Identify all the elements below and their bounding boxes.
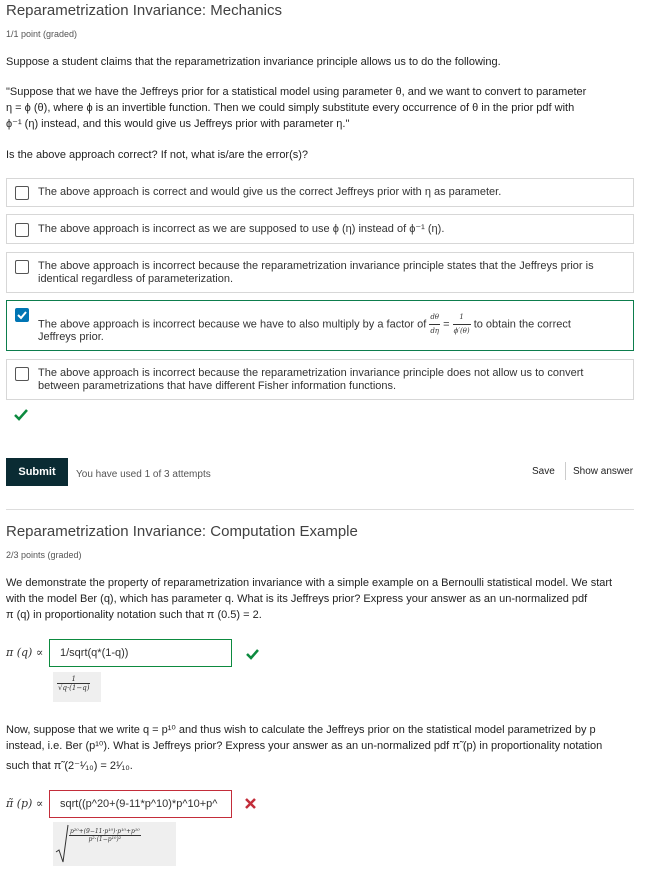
equals-sign: = xyxy=(443,318,450,331)
submit-button[interactable]: Submit xyxy=(6,458,68,486)
problem2-intro-line3: π (q) in proportionality notation such that π (0.5) = 2. xyxy=(6,609,262,621)
option-5-label: The above approach is incorrect because the reparametrization invariance principle does not allow us to convert between parametrizations that have different Fisher information functions. xyxy=(38,367,584,392)
answer-input-2[interactable]: sqrt((p^20+(9-11*p^10)*p^10+p^ xyxy=(49,790,232,818)
option-3[interactable] xyxy=(6,252,634,293)
option-4-text-b: to obtain the correct xyxy=(473,318,571,331)
option-1-label: The above approach is correct and would give us the correct Jeffreys prior with η as parameter. xyxy=(38,186,502,198)
problem1-quote-line3: ϕ⁻¹ (η) instead, and this would give us Jeffreys prior with parameter η." xyxy=(6,118,350,130)
checkmark-icon xyxy=(16,309,28,321)
option-4[interactable] xyxy=(6,300,634,351)
fraction-numerator: dθ xyxy=(429,311,440,325)
problem2-text2-line3: such that π̃ (2⁻¹⁄₁₀) = 2¹⁄₁₀. xyxy=(6,760,133,772)
sqrt-radical-icon xyxy=(55,824,69,864)
answer-input-1[interactable]: 1/sqrt(q*(1-q)) xyxy=(49,639,232,667)
pi-q-label: π (q) ∝ xyxy=(6,646,44,659)
option-4-text-a: The above approach is incorrect because we have to also multiply by a factor of xyxy=(38,318,427,331)
problem2-intro-line1: We demonstrate the property of reparametrization invariance with a simple example on a Bernoulli statistical model. We start xyxy=(6,577,613,589)
option-4-text-c: Jeffreys prior. xyxy=(38,331,104,343)
problem1-intro: Suppose a student claims that the reparametrization invariance principle allows us to do the following. xyxy=(6,56,501,68)
preview-2-denominator: p²·(1−p¹⁰)² xyxy=(88,836,122,843)
option-2[interactable] xyxy=(6,214,634,244)
problem2-intro-line2: with the model Ber (q), which has parameter q. What is its Jeffreys prior? Express your answer as an un-normalized pdf xyxy=(6,593,588,605)
divider xyxy=(565,462,566,480)
preview-2-numerator: p²⁰+(9−11·p¹⁰)·p¹⁰+p¹⁰ xyxy=(70,828,140,835)
option-2-label: The above approach is incorrect as we are supposed to use ϕ (η) instead of ϕ⁻¹ (η). xyxy=(38,223,445,235)
problem1-question: Is the above approach correct? If not, what is/are the error(s)? xyxy=(6,149,309,161)
preview-1-numerator: 1 xyxy=(57,675,90,684)
problem1-points: 1/1 point (graded) xyxy=(6,29,78,39)
correct-check-icon xyxy=(246,649,259,660)
problem2-points: 2/3 points (graded) xyxy=(6,550,82,560)
fraction-numerator: 1 xyxy=(453,311,471,325)
show-answer-button[interactable]: Show answer xyxy=(573,466,634,477)
fraction-denominator: dη xyxy=(430,327,440,335)
option-2-checkbox[interactable] xyxy=(15,223,29,237)
preview-1-fraction xyxy=(57,675,90,692)
section-divider xyxy=(6,509,634,510)
pi-tilde-p-label: π̃ (p) ∝ xyxy=(6,797,44,810)
option-4-checkbox[interactable] xyxy=(15,308,29,322)
correct-check-icon xyxy=(14,409,28,421)
preview-2 xyxy=(53,822,176,866)
save-button[interactable]: Save xyxy=(532,466,555,477)
problem1-quote-line2: η = ϕ (θ), where ϕ is an invertible function. Then we could simply substitute every occurrence of θ in the prior pdf with xyxy=(6,102,575,114)
option-5[interactable] xyxy=(6,359,634,400)
option-1-checkbox[interactable] xyxy=(15,186,29,200)
preview-1 xyxy=(53,672,101,702)
problem2-text2-line2: instead, i.e. Ber (p¹⁰). What is Jeffreys prior? Express your answer as an un-normalized pdf π̃ (p) in proportionality notation xyxy=(6,740,603,752)
preview-2-fraction xyxy=(69,828,141,843)
incorrect-cross-icon xyxy=(245,798,256,809)
problem2-title: Reparametrization Invariance: Computation Example xyxy=(6,523,358,540)
fraction-denominator: ϕ′(θ) xyxy=(453,327,470,335)
option-5-checkbox[interactable] xyxy=(15,367,29,381)
problem2-text2-line1: Now, suppose that we write q = p¹⁰ and thus wish to calculate the Jeffreys prior on the statistical model parametrized by p xyxy=(6,724,596,736)
problem1-title: Reparametrization Invariance: Mechanics xyxy=(6,2,282,19)
problem1-quote-line1: "Suppose that we have the Jeffreys prior for a statistical model using parameter θ, and we want to convert to parameter xyxy=(6,86,587,98)
option-1[interactable] xyxy=(6,178,634,207)
preview-1-denominator: √q·(1−q) xyxy=(58,684,90,692)
option-3-checkbox[interactable] xyxy=(15,260,29,274)
attempts-text: You have used 1 of 3 attempts xyxy=(76,469,211,480)
option-3-label: The above approach is incorrect because the reparametrization invariance principle states that the Jeffreys prior is identical regardless of parameterization. xyxy=(38,260,594,285)
